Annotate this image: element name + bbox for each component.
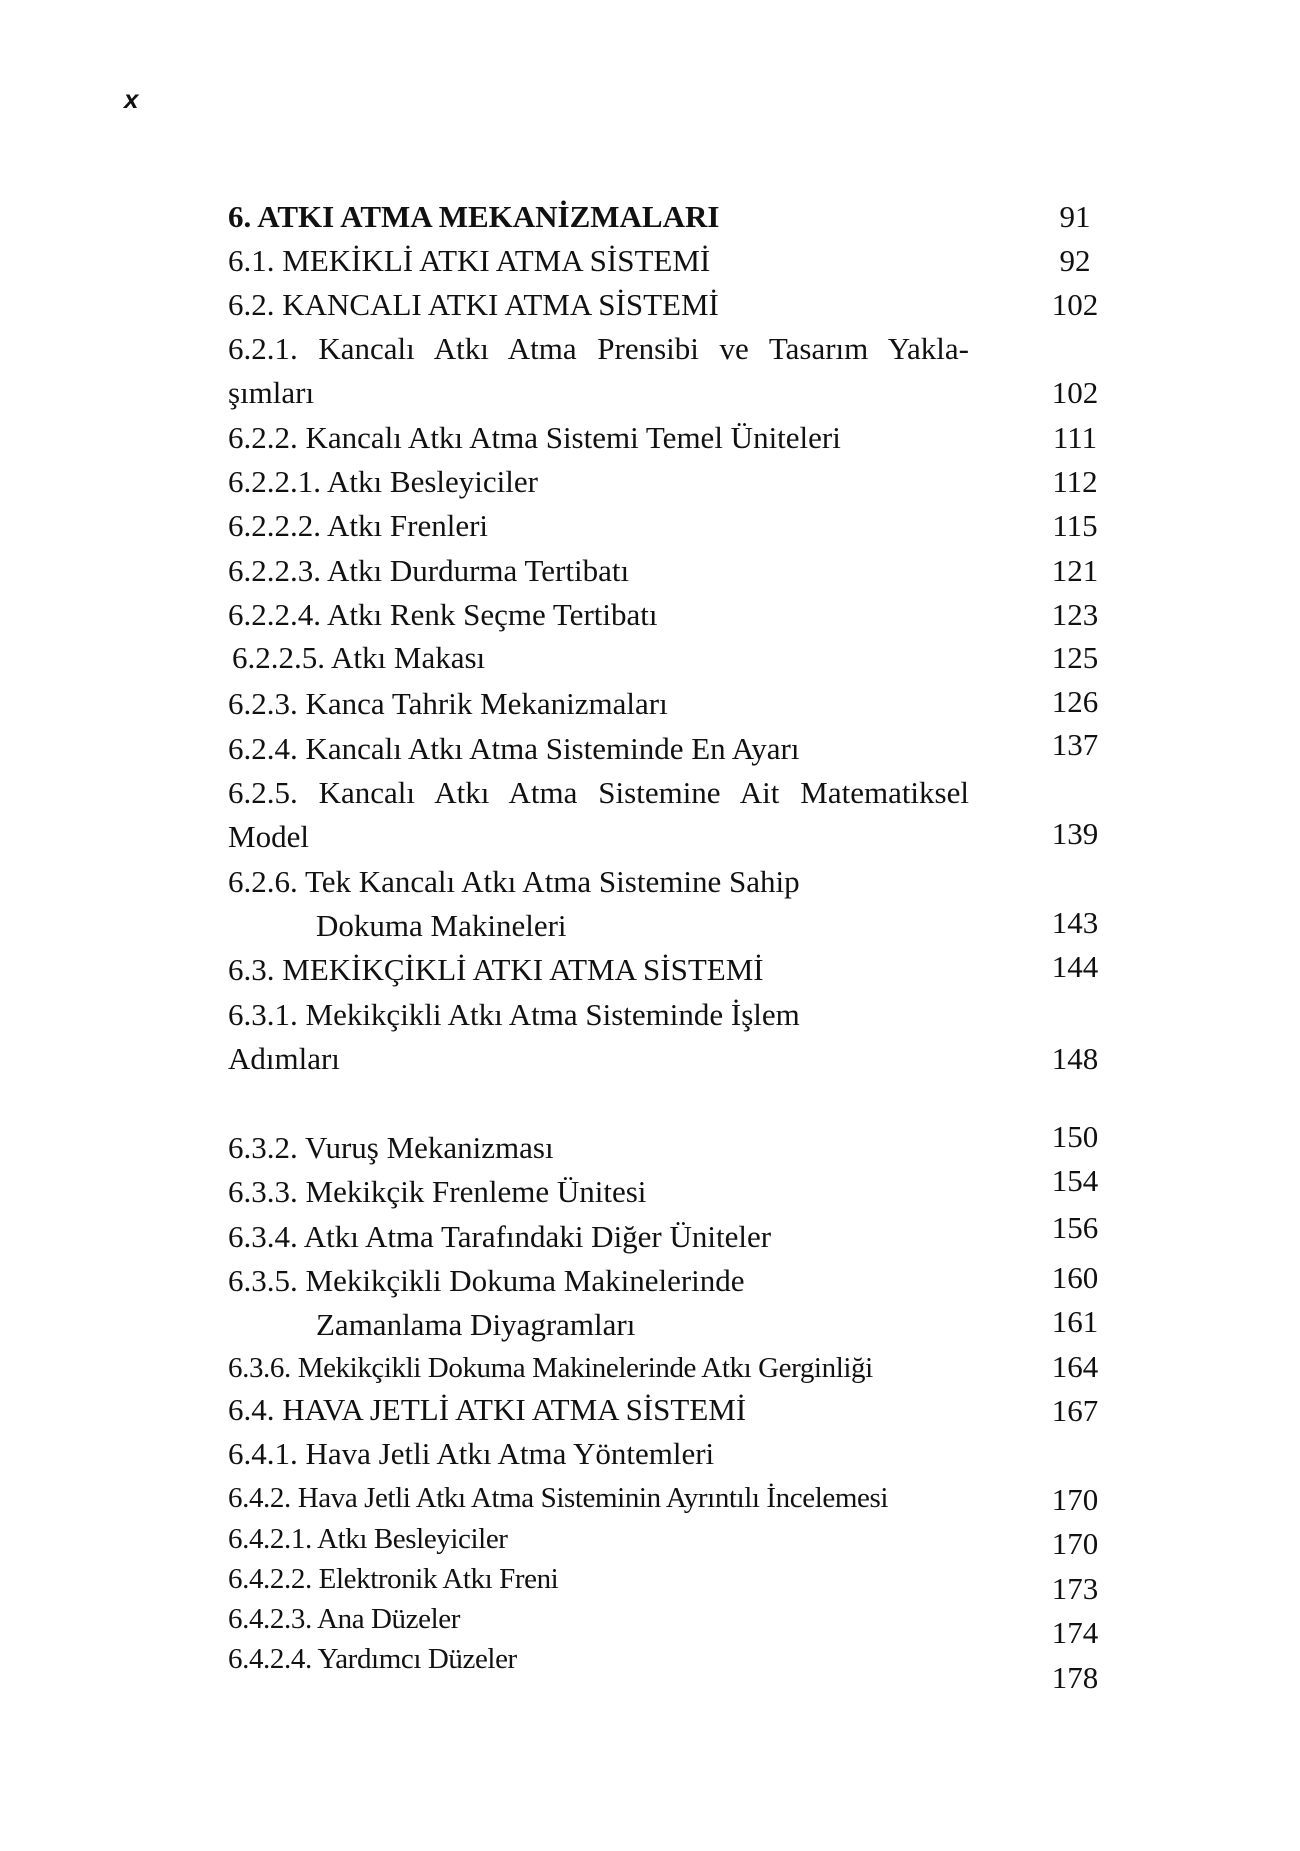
toc-entry-title: 6.3.2. Vuruş Mekanizması <box>228 1130 554 1165</box>
toc-page-number: 102 <box>1051 287 1099 322</box>
toc-entry-title: 6.4.1. Hava Jetli Atkı Atma Yöntemleri <box>228 1436 715 1471</box>
toc-entry-title: 6.2. KANCALI ATKI ATMA SİSTEMİ <box>228 287 719 322</box>
toc-entry-title: 6.2.2.3. Atkı Durdurma Tertibatı <box>228 553 630 588</box>
toc-page-number: 112 <box>1052 464 1098 499</box>
page-folio: x <box>124 84 139 114</box>
toc-entry-title: 6.2.1. Kancalı Atkı Atma Prensibi ve Tasarım Yakla- <box>228 331 969 366</box>
toc-page-number: 139 <box>1051 816 1099 851</box>
toc-entry-title: 6.2.2. Kancalı Atkı Atma Sistemi Temel Üniteleri <box>228 420 841 455</box>
toc-entry-title: 6.3.5. Mekikçikli Dokuma Makinelerinde <box>228 1263 745 1298</box>
toc-entry-title: 6.2.2.1. Atkı Besleyiciler <box>228 464 538 499</box>
toc-entry-title-continued: Model <box>228 819 309 854</box>
toc-page-number: 111 <box>1052 420 1098 455</box>
toc-entry-title: 6.3.3. Mekikçik Frenleme Ünitesi <box>228 1174 647 1209</box>
toc-entry-title: 6.2.2.4. Atkı Renk Seçme Tertibatı <box>228 597 658 632</box>
toc-page-number: 126 <box>1051 684 1099 719</box>
toc-entry-title: 6.2.5. Kancalı Atkı Atma Sistemine Ait Matematiksel <box>228 775 969 810</box>
toc-page-number: 150 <box>1051 1119 1099 1154</box>
toc-entry-title: 6.3.6. Mekikçikli Dokuma Makinelerinde Atkı Gerginliği <box>228 1352 873 1384</box>
toc-entry-title: 6.2.3. Kanca Tahrik Mekanizmaları <box>228 686 668 721</box>
toc-entry-title: 6.4.2.1. Atkı Besleyiciler <box>228 1523 508 1555</box>
toc-page-number: 154 <box>1051 1163 1099 1198</box>
toc-page-number: 174 <box>1051 1615 1099 1650</box>
toc-entry-title: 6.1. MEKİKLİ ATKI ATMA SİSTEMİ <box>228 243 711 278</box>
toc-entry-title: 6.2.4. Kancalı Atkı Atma Sisteminde En Ayarı <box>228 731 800 766</box>
toc-entry-title: 6.2.2.5. Atkı Makası <box>232 640 486 675</box>
toc-entry-title: 6.2.6. Tek Kancalı Atkı Atma Sistemine Sahip <box>228 864 800 899</box>
toc-page-number: 121 <box>1051 553 1099 588</box>
toc-entry-title: 6.3. MEKİKÇİKLİ ATKI ATMA SİSTEMİ <box>228 952 764 987</box>
toc-page-number: 125 <box>1051 640 1099 675</box>
toc-entry-title: 6.4.2.3. Ana Düzeler <box>228 1603 460 1635</box>
toc-page-number: 160 <box>1051 1260 1099 1295</box>
toc-page-number: 173 <box>1051 1571 1099 1606</box>
toc-page-number: 115 <box>1052 508 1098 543</box>
toc-entry-title: 6.4.2. Hava Jetli Atkı Atma Sisteminin Ayrıntılı İncelemesi <box>228 1482 888 1514</box>
toc-page-number: 156 <box>1051 1210 1099 1245</box>
toc-page-number: 123 <box>1051 597 1099 632</box>
toc-entry-title-continued: Dokuma Makineleri <box>316 908 567 943</box>
toc-page-number: 102 <box>1051 375 1099 410</box>
toc-page-number: 161 <box>1051 1304 1099 1339</box>
toc-page-number: 91 <box>1059 199 1091 234</box>
toc-page-number: 148 <box>1051 1041 1099 1076</box>
toc-entry-title-continued: şımları <box>228 375 315 410</box>
toc-entry-title-continued: Adımları <box>228 1041 340 1076</box>
toc-page-number: 167 <box>1051 1393 1099 1428</box>
toc-page-number: 137 <box>1051 727 1099 762</box>
toc-entry-title: 6.2.2.2. Atkı Frenleri <box>228 508 489 543</box>
toc-page-number: 170 <box>1051 1526 1099 1561</box>
toc-entry-title: 6.4.2.4. Yardımcı Düzeler <box>228 1643 517 1675</box>
toc-entry-title: 6.3.1. Mekikçikli Atkı Atma Sisteminde İşlem <box>228 997 800 1032</box>
toc-page-number: 92 <box>1059 243 1091 278</box>
toc-page-number: 144 <box>1051 949 1099 984</box>
toc-page-number: 178 <box>1051 1660 1099 1695</box>
toc-entry-title: 6.4. HAVA JETLİ ATKI ATMA SİSTEMİ <box>228 1392 747 1427</box>
toc-entry-title: 6. ATKI ATMA MEKANİZMALARI <box>228 199 720 234</box>
toc-entry-title: 6.4.2.2. Elektronik Atkı Freni <box>228 1563 559 1595</box>
toc-page-number: 164 <box>1051 1349 1099 1384</box>
toc-entry-title: 6.3.4. Atkı Atma Tarafındaki Diğer Üniteler <box>228 1219 772 1254</box>
toc-page-number: 143 <box>1051 905 1099 940</box>
toc-page-number: 170 <box>1051 1482 1099 1517</box>
toc-entry-title-continued: Zamanlama Diyagramları <box>316 1307 636 1342</box>
